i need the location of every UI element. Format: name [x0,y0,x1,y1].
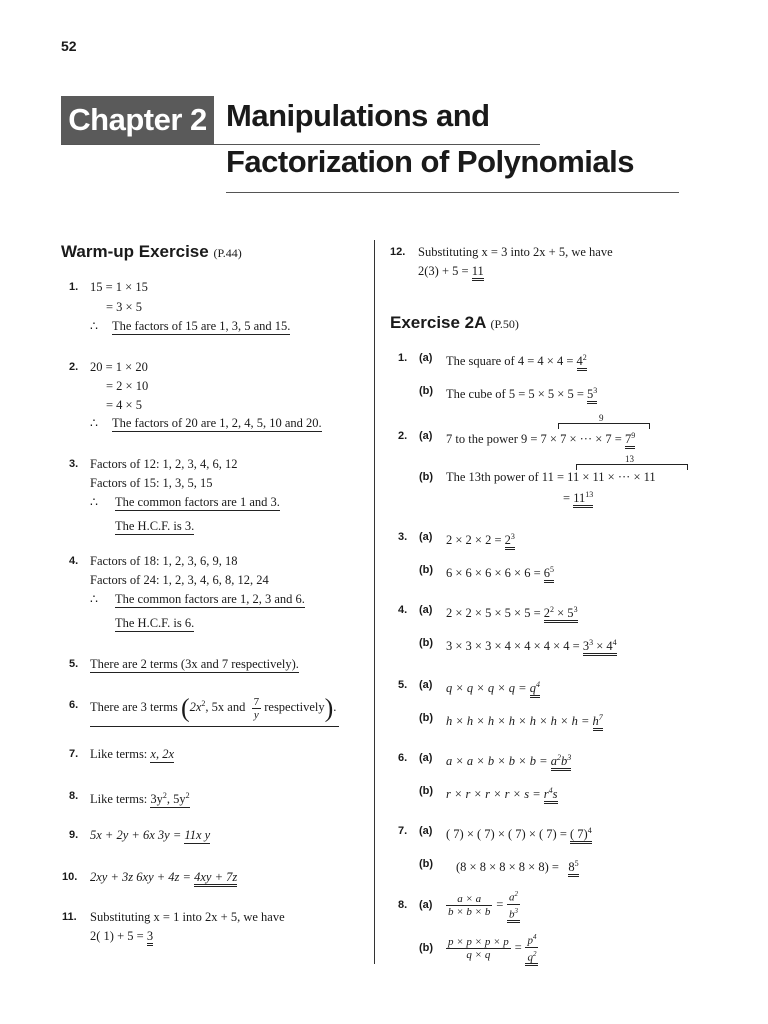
answer-underlined: 11x y [184,828,211,842]
answer-underlined: The common factors are 1, 2, 3 and 6. [115,592,305,606]
part-label: (b) [419,471,434,483]
numerator [525,931,538,948]
denominator: b × b × b [448,906,491,919]
expression: q × q × q × q = [446,681,530,696]
part-label: (b) [419,385,434,397]
exponent: 4 [532,933,537,941]
label: Like terms: [90,747,148,761]
answer-double-underlined [573,491,593,508]
answer-fraction [507,888,520,923]
base: × 4 [593,639,613,654]
math-line: Substituting x = 3 into 2x + 5, we have [418,245,613,259]
part-label: (a) [419,825,433,837]
math-line: = 3 × 5 [106,300,142,314]
exercise-2a-title [390,313,519,333]
exponent: 2 [201,699,206,708]
answer-line [90,928,153,944]
expression: 2xy + 3z 6xy + 4z = [90,870,195,884]
expression: The 13th power of 11 = [446,470,568,484]
numerator: 7 [253,695,260,708]
overbrace-count: 13 [625,454,634,464]
answer-line [563,487,593,506]
answer-line [446,931,538,966]
therefore-symbol: ∴ [90,592,98,606]
numerator [507,888,520,905]
exercise-ref: (P.50) [490,317,519,331]
exponent: 7 [598,713,603,722]
math-line: 20 = 1 × 20 [90,360,148,374]
part-label: (a) [419,430,433,442]
base: 3 [582,639,590,654]
expression: 5x + 2y + 6x 3y = [90,828,185,842]
exponent: 4 [587,826,592,835]
part-label: (a) [419,899,433,911]
math-line: Substituting x = 1 into 2x + 5, we have [90,910,285,924]
expression: The square of 4 = 4 × 4 = [446,354,577,369]
text: , 5x and [205,700,246,715]
base: a [550,754,557,769]
exponent: 3 [567,753,572,762]
question-number: 4. [69,555,79,567]
question-number: 2. [398,430,408,442]
expression: 6 × 6 × 6 × 6 × 6 = [446,566,544,581]
base: h [592,714,599,729]
part-label: (a) [419,352,433,364]
math-line: Factors of 18: 1, 2, 3, 6, 9, 18 [90,554,238,568]
answer-line [446,710,603,729]
base: × 5 [554,606,574,621]
answer-double-underlined [570,827,592,844]
denominator [507,905,520,921]
base: 11 [573,491,586,506]
fraction [446,893,492,918]
answer-line [446,823,592,842]
base: p [527,934,533,947]
term: , 5y [166,792,186,807]
question-number: 4. [398,604,408,616]
exponent: 2 [185,791,190,800]
text: respectively [264,700,325,715]
answer-line [90,869,237,885]
question-number: 1. [69,281,79,293]
answer-double-underlined [551,754,572,771]
answer-underlined: The H.C.F. is 6. [115,616,195,630]
fraction [252,696,262,721]
term: 3y [150,792,163,807]
base: ( 7) [570,827,588,842]
warmup-title [61,242,242,262]
answer-underlined: The H.C.F. is 3. [115,519,195,533]
expression: 2(3) + 5 = [418,264,472,278]
math-line: Factors of 15: 1, 3, 5, 15 [90,476,213,490]
base: 8 [568,860,575,875]
chapter-label: Chapter 2 [61,96,214,144]
answer-line [446,350,587,369]
part-label: (b) [419,858,434,870]
answer-double-underlined [544,787,558,804]
label: Like terms: [90,792,148,807]
answer-line [456,856,579,875]
question-number: 5. [69,658,79,670]
base: 4 [576,354,583,369]
exponent: 3 [593,386,598,395]
answer-underlined: There are 2 terms (3x and 7 respectively). [90,657,299,671]
right-paren: ) [324,693,334,723]
equals: = [611,432,625,447]
title-rule-2 [226,192,679,193]
answer-double-underlined [625,432,635,449]
exponent: 4 [536,680,540,689]
text: There are 3 terms [90,700,178,715]
expression: 2( 1) + 5 = [90,929,147,943]
base: r [543,787,549,802]
equals: = [510,940,526,955]
denominator: y [253,708,259,721]
exponent: 5 [550,565,554,574]
math-line: Factors of 24: 1, 2, 3, 4, 6, 8, 12, 24 [90,573,269,587]
answer-line [446,783,558,802]
answer-line [90,788,190,807]
answer-double-underlined [577,354,587,371]
answer-double-underlined: 11 [472,264,484,281]
answer-double-underlined [568,860,578,877]
warmup-ref: (P.44) [213,246,242,260]
answer-line [90,656,299,672]
question-number: 2. [69,361,79,373]
conclusion [115,518,194,534]
exponent: 2 [514,890,519,898]
exponent: 2 [532,949,537,958]
base: b [560,754,568,769]
exponent: 2 [162,791,167,800]
part-label: (b) [419,785,434,797]
overbrace-count: 9 [599,413,604,423]
answer-double-underlined [530,681,540,698]
expression: 3 × 3 × 3 × 4 × 4 × 4 × 4 = [446,639,583,654]
exponent: 3 [510,532,515,541]
question-number: 3. [69,458,79,470]
question-number: 11. [62,911,77,923]
exponent: 2 [550,605,554,614]
answer-double-underlined [583,639,617,656]
question-number: 7. [69,748,79,760]
left-paren: ( [180,693,190,723]
question-number: 12. [390,246,406,258]
chapter-title-line1: Manipulations and [226,98,490,133]
base: s [552,787,558,802]
answer-double-underlined: 4xy + 7z [194,870,237,887]
answer-double-underlined [544,566,554,583]
answer-underlined: The common factors are 1 and 3. [115,495,280,509]
math-line: = 2 × 10 [106,379,149,393]
answer-line [446,428,635,447]
answer-line [90,827,210,843]
part-label: (b) [419,564,434,576]
expression: ( 7) × ( 7) × ( 7) × ( 7) = [446,827,570,842]
warmup-title-text: Warm-up Exercise [61,242,209,261]
exponent: 3 [589,638,594,647]
question-number: 6. [398,752,408,764]
answer-line [446,383,597,402]
answer-line [446,888,520,923]
answer-line [90,746,174,762]
answer-line [446,529,515,548]
exponent: 5 [574,859,579,868]
base: 5 [587,387,594,402]
expression: r × r × r × r × s = [446,787,544,802]
exponent: 13 [585,490,594,499]
exercise-title-text: Exercise 2A [390,313,486,332]
therefore-symbol: ∴ [90,495,98,509]
math-line: 15 = 1 × 15 [90,280,148,294]
math-line: = 4 × 5 [106,398,142,412]
term: 2x [189,700,202,715]
base: b [509,908,515,921]
question-number: 8. [398,899,408,911]
answer-line: There are 3 terms ($2x^2$, 5x and $\frac{7}{y}$ respectively). [90,686,339,727]
conclusion [115,615,194,631]
answer-fraction [525,931,538,966]
base: 6 [543,566,550,581]
numerator: a × a [446,893,492,906]
expression: (8 × 8 × 8 × 8 × 8) = [456,860,563,875]
expression: 7 to the power 9 = [446,432,541,447]
therefore-symbol: ∴ [90,416,98,430]
answer-line [446,635,617,654]
chapter-title-line2: Factorization of Polynomials [226,144,634,179]
question-number: 7. [398,825,408,837]
part-label: (b) [419,637,434,649]
exponent: 3 [573,605,578,614]
base: q [527,951,533,964]
math-line: Factors of 12: 1, 2, 3, 4, 6, 12 [90,457,238,471]
expression: 2 × 2 × 2 = [446,533,505,548]
answer-line [418,263,484,279]
numerator: p × p × p × p [448,936,509,949]
expression: a × a × b × b × b = [446,754,551,769]
answer-underlined: The factors of 15 are 1, 3, 5 and 15. [112,319,291,333]
column-divider [374,240,375,964]
question-number: 5. [398,679,408,691]
answer-double-underlined: 3 [147,929,153,946]
conclusion [112,415,322,431]
base: 2 [543,606,550,621]
exponent: 2 [582,353,587,362]
answer-line [446,750,571,769]
exponent: 3 [514,906,519,915]
answer-underlined [150,792,189,808]
base: 2 [504,533,511,548]
question-number: 8. [69,790,79,802]
part-label: (a) [419,604,433,616]
base: a [509,891,515,904]
expression: h × h × h × h × h × h × h = [446,714,593,729]
answer-line [446,677,540,696]
expression: The cube of 5 = 5 × 5 × 5 = [446,387,588,402]
expression: 2 × 2 × 5 × 5 × 5 = [446,606,544,621]
exponent: 2 [556,753,561,762]
exponent: 4 [548,786,553,795]
question-number: 9. [69,829,79,841]
conclusion [115,494,280,510]
answer-line [446,562,554,581]
product: 11 × 11 × ··· × 11 [567,470,656,484]
answer-line [446,469,656,485]
answer-double-underlined [587,387,597,404]
conclusion [112,318,290,334]
part-label: (b) [419,712,434,724]
base: 7 [624,432,632,447]
answer-double-underlined [544,606,578,623]
part-label: (b) [419,942,434,954]
denominator: q × q [466,949,491,962]
fraction [446,936,511,961]
therefore-symbol: ∴ [90,319,98,333]
part-label: (a) [419,679,433,691]
conclusion [115,591,305,607]
denominator [525,948,538,964]
answer-underlined: The factors of 20 are 1, 2, 4, 5, 10 and 20. [112,416,322,430]
answer-underlined: x, 2x [150,747,175,761]
equals: = [563,491,574,506]
base: q [529,681,536,696]
question-number: 10. [62,871,78,883]
part-label: (a) [419,752,433,764]
equals: = [492,897,508,912]
part-label: (a) [419,531,433,543]
exponent: 4 [612,638,617,647]
product: 7 × 7 × ··· × 7 [540,432,612,447]
question-number: 6. [69,699,79,711]
answer-line [446,602,578,621]
question-number: 3. [398,531,408,543]
page-number: 52 [61,38,77,54]
question-number: 1. [398,352,408,364]
exponent: 9 [631,431,636,440]
answer-double-underlined [505,533,515,550]
answer-double-underlined [593,714,603,731]
